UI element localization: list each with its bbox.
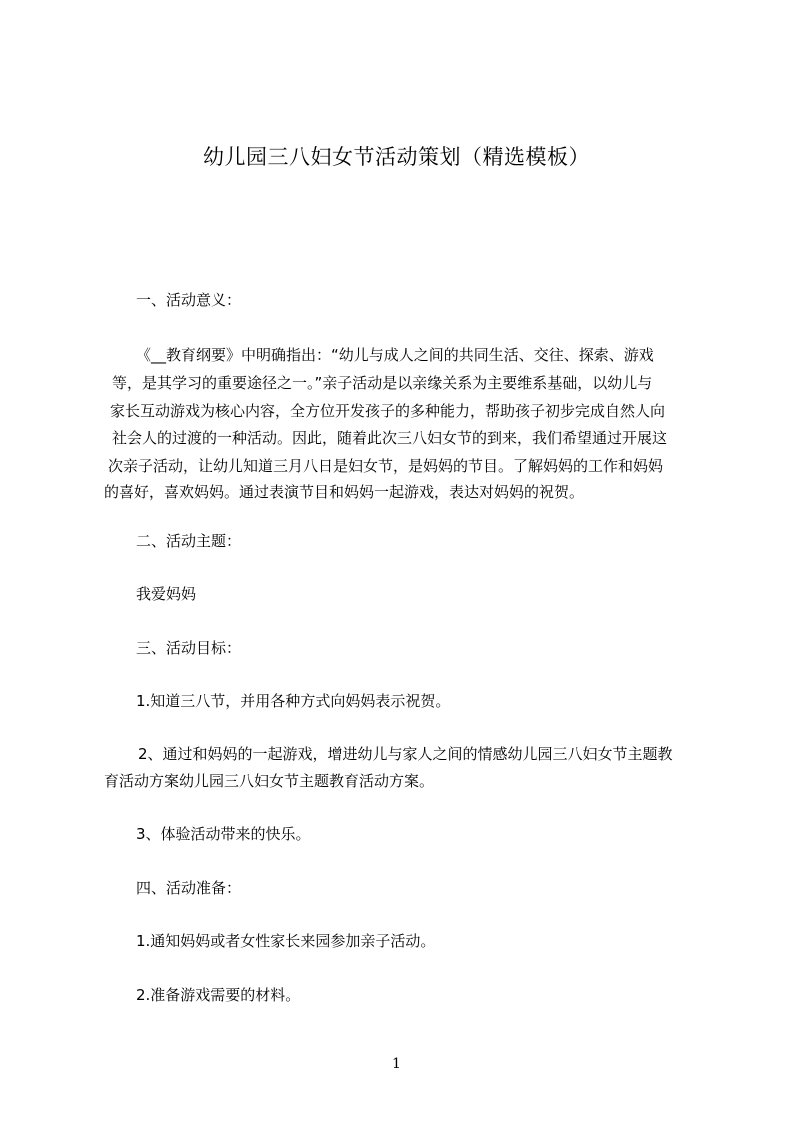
paragraph-line: 的喜好，喜欢妈妈。通过表演节目和妈妈一起游戏，表达对妈妈的祝贺。: [104, 483, 585, 501]
paragraph-line: 等，是其学习的重要途径之一。”亲子活动是以亲缘关系为主要维系基础，以幼儿与: [112, 374, 653, 392]
preparation-item-2: 2.准备游戏需要的材料。: [136, 986, 301, 1004]
section-heading-goals: 三、活动目标：: [136, 639, 242, 657]
goal-item-3: 3、体验活动带来的快乐。: [136, 825, 311, 843]
preparation-item-1: 1.通知妈妈或者女性家长来园参加亲子活动。: [136, 932, 436, 950]
section-heading-preparation: 四、活动准备：: [136, 879, 242, 897]
section-heading-significance: 一、活动意义：: [136, 291, 242, 309]
goal-item-1: 1.知道三八节，并用各种方式向妈妈表示祝贺。: [136, 692, 451, 710]
goal-item-2-line: 2、通过和妈妈的一起游戏，增进幼儿与家人之间的情感幼儿园三八妇女节主题教: [138, 745, 673, 763]
document-title: 幼儿园三八妇女节活动策划（精选模板）: [203, 145, 590, 169]
paragraph-line: 家长互动游戏为核心内容，全方位开发孩子的多种能力，帮助孩子初步完成自然人向: [110, 402, 666, 420]
theme-text: 我爱妈妈: [136, 585, 197, 603]
section-heading-theme: 二、活动主题：: [136, 532, 242, 550]
paragraph-line: 《__教育纲要》中明确指出：“幼儿与成人之间的共同生活、交往、探索、游戏: [136, 346, 654, 364]
paragraph-line: 社会人的过渡的一种活动。因此，随着此次三八妇女节的到来，我们希望通过开展这: [112, 429, 668, 447]
goal-item-2-line: 育活动方案幼儿园三八妇女节主题教育活动方案。: [104, 772, 435, 790]
page-number: 1: [392, 1056, 401, 1072]
paragraph-line: 次亲子活动，让幼儿知道三月八日是妇女节，是妈妈的节目。了解妈妈的工作和妈妈: [108, 457, 664, 475]
